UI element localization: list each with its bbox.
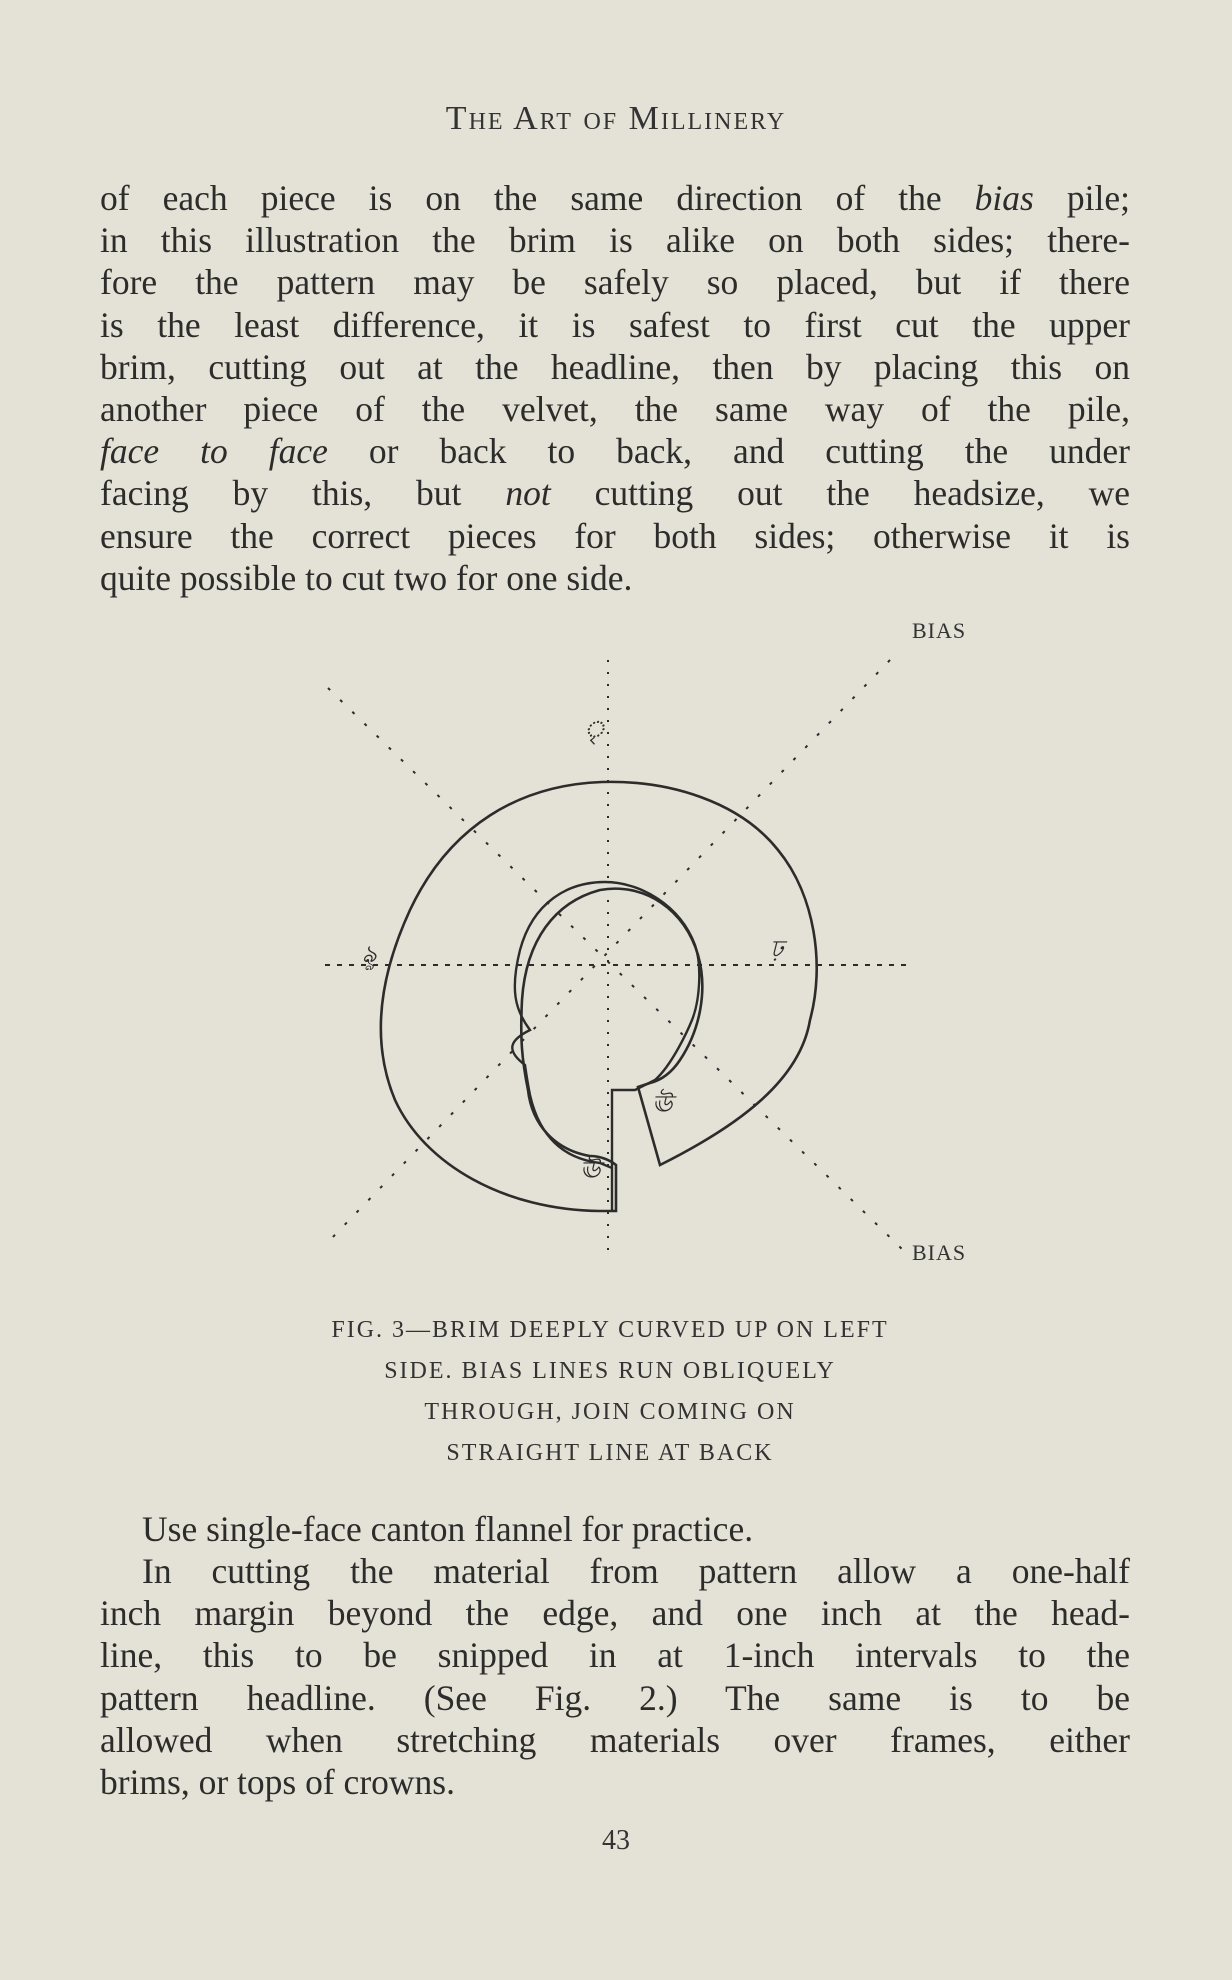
seam-mark-bottom: ঊ <box>580 1158 601 1184</box>
text-line: quite possible to cut two for one side. <box>100 557 633 598</box>
figure-caption <box>170 1310 1050 1474</box>
text-line: allowed when stretching materials over frames, either <box>100 1719 1130 1760</box>
bias-line-ascending <box>330 660 890 1240</box>
running-head: The Art of Millinery <box>445 100 787 137</box>
paragraph-1 <box>100 177 1130 599</box>
text-line: inch margin beyond the edge, and one inch at the head- <box>100 1593 1130 1634</box>
seam-mark-left: ৡ <box>362 942 377 968</box>
text-line: brim, cutting out at the headline, then by placing this on <box>100 346 1130 387</box>
paragraph-2 <box>100 1508 1172 1550</box>
text-line: fore the pattern may be safely so placed, but if there <box>100 262 1130 303</box>
text-line: in this illustration the brim is alike on both sides; there- <box>100 220 1130 261</box>
text-line: is the least difference, it is safest to first cut the upper <box>100 304 1130 345</box>
text-line: ensure the correct pieces for both sides; otherwise it is <box>100 515 1130 556</box>
caption-line: THROUGH, JOIN COMING ON <box>424 1399 796 1425</box>
text-line: line, this to be snipped in at 1-inch intervals to the <box>100 1635 1130 1676</box>
text-line: brims, or tops of crowns. <box>100 1762 455 1803</box>
fig-label-top-right: BIAS <box>912 620 967 643</box>
outer-brim-edge <box>512 882 699 1210</box>
caption-line: FIG. 3—BRIM DEEPLY CURVED UP ON LEFT <box>331 1317 889 1343</box>
fig-label-bottom-right: BIAS <box>912 1240 967 1265</box>
caption-line: SIDE. BIAS LINES RUN OBLIQUELY <box>384 1358 836 1384</box>
text-line: In cutting the material from pattern allow a one-half <box>142 1551 1130 1591</box>
text-line: Use single-face canton flannel for practice. <box>142 1509 754 1549</box>
paragraph-3 <box>100 1550 1130 1803</box>
caption-line: STRAIGHT LINE AT BACK <box>446 1440 774 1466</box>
page-number: 43 <box>602 1825 630 1856</box>
seam-mark-top: ৃ <box>583 717 606 743</box>
text-line: face to face or back to back, and cutting the under <box>100 431 1130 472</box>
seam-mark-lower: ঊ <box>652 1092 673 1118</box>
text-line: pattern headline. (See Fig. 2.) The same is to be <box>100 1677 1130 1718</box>
brim-pattern-figure <box>300 620 1020 1270</box>
seam-mark-right: ঢ় <box>770 937 784 963</box>
text-line: of each piece is on the same direction of the bias pile; <box>100 178 1130 218</box>
brim-outline <box>381 782 817 1211</box>
text-line: another piece of the velvet, the same way of the pile, <box>100 389 1130 430</box>
text-line: facing by this, but not cutting out the headsize, we <box>100 473 1130 514</box>
